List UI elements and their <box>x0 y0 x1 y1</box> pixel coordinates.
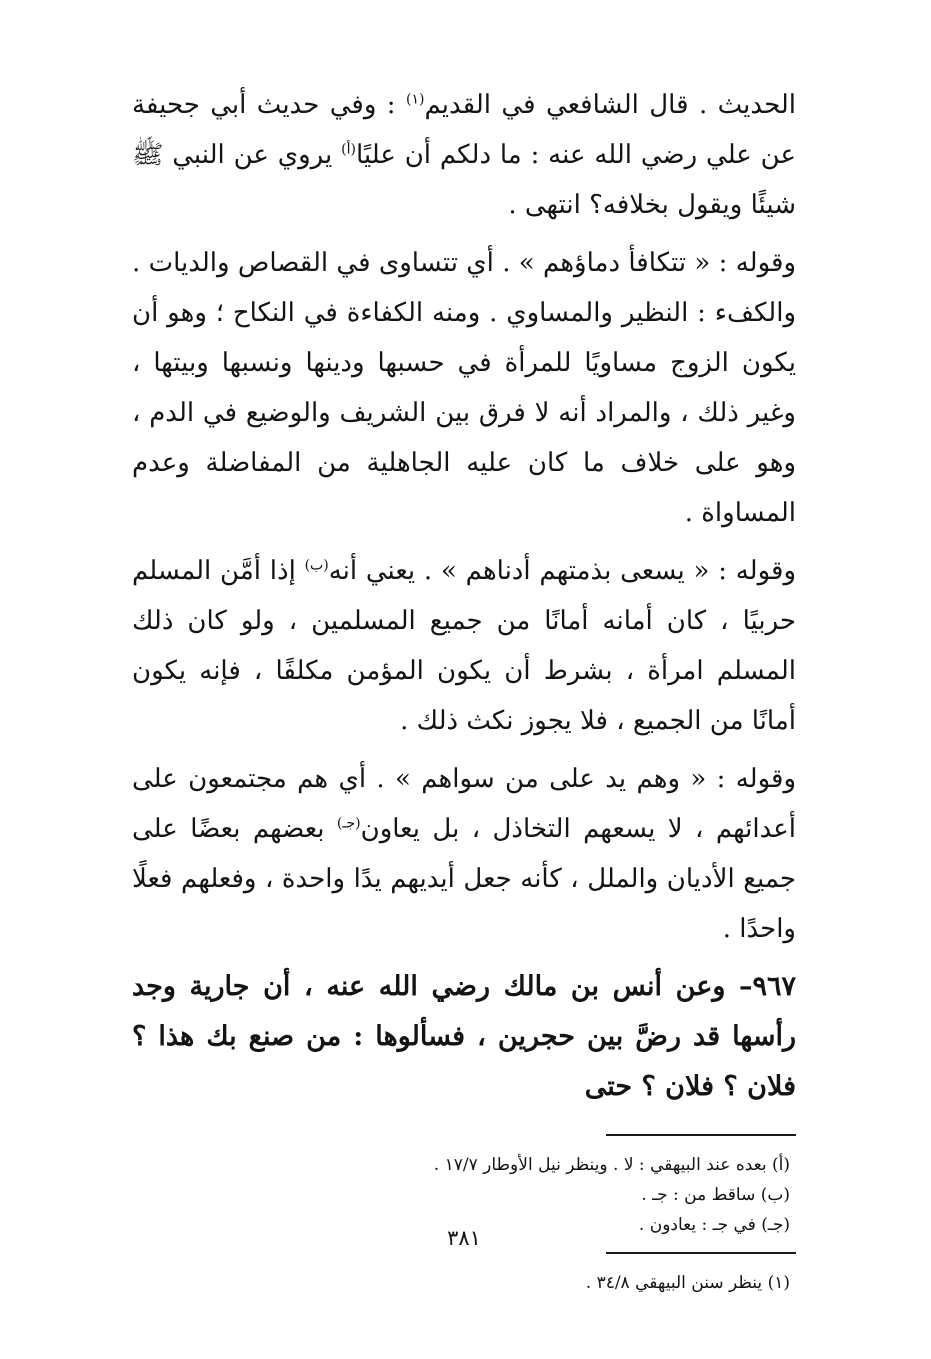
hadith-967 <box>132 962 796 1112</box>
variant-note: (جـ) في جـ : يعادون . <box>638 1215 790 1235</box>
book-page <box>132 80 796 1340</box>
variant-note: (ب) ساقط من : جـ . <box>641 1185 790 1205</box>
variant-notes-divider <box>606 1134 796 1136</box>
paragraph-1-text-b: : وفي حديث أبي جحيفة عن علي رضي الله عنه : ما دلكم أن عليًا <box>132 90 796 170</box>
paragraph-4 <box>132 754 796 954</box>
paragraph-3 <box>132 546 796 746</box>
variant-ref-alif: (أ) <box>341 141 356 158</box>
paragraph-4-text-b: بعضهم بعضًا على جميع الأديان والملل ، كأنه جعل أيديهم يدًا واحدة ، وفعلهم فعلًا واحدًا . <box>132 814 796 944</box>
paragraph-1-text-a: الحديث . قال الشافعي في القديم <box>424 90 796 120</box>
paragraph-3-text-a: وقوله : « يسعى بذمتهم أدناهم » . يعني أنه <box>328 556 797 586</box>
source-note: (١) ينظر سنن البيهقي ٣٤/٨ . <box>585 1273 790 1293</box>
paragraph-3-text-b: إذا أمَّن المسلم حربيًا ، كان أمانه أمانًا من جميع المسلمين ، ولو كان ذلك المسلم امرأة ، بشرط أن يكون المؤمن مكلفًا ، فإنه يكون أمانًا من الجميع ، فلا يجوز نكث ذلك . <box>132 556 796 736</box>
source-notes-divider <box>606 1252 796 1254</box>
footnote-ref-1: (١) <box>406 91 425 108</box>
source-notes <box>132 1268 796 1298</box>
variant-ref-ba: (ب) <box>304 557 329 574</box>
paragraph-1-text-c: يروي عن النبي ﷺ شيئًا ويقول بخلافه؟ انتهى . <box>132 140 796 220</box>
page-number: ٣٨١ <box>447 1226 481 1250</box>
variant-ref-jim: (جـ) <box>336 815 361 832</box>
paragraph-2-text: وقوله : « تتكافأ دماؤهم » . أي تتساوى في القصاص والديات . والكفء : النظير والمساوي . ومنه الكفاءة في النكاح ؛ وهو أن يكون الزوج مساويًا للمرأة في حسبها ودينها ونسبها وبيتها ، وغير ذلك ، والمراد أنه لا فرق بين الشريف والوضيع في الدم ، وهو على خلاف ما كان عليه الجاهلية من المفاضلة وعدم المساواة . <box>132 248 796 528</box>
paragraph-2 <box>132 238 796 538</box>
paragraph-4-text-a: وقوله : « وهم يد على من سواهم » . أي هم مجتمعون على أعدائهم ، لا يسعهم التخاذل ، بل يعاون <box>132 764 796 844</box>
hadith-967-text: ٩٦٧– وعن أنس بن مالك رضي الله عنه ، أن جارية وجد رأسها قد رضَّ بين حجرين ، فسألوها : من صنع بك هذا ؟ فلان ؟ فلان ؟ حتى <box>132 971 796 1102</box>
variant-note: (أ) بعده عند البيهقي : لا . وينظر نيل الأوطار ١٧/٧ . <box>433 1155 790 1175</box>
paragraph-1 <box>132 80 796 230</box>
